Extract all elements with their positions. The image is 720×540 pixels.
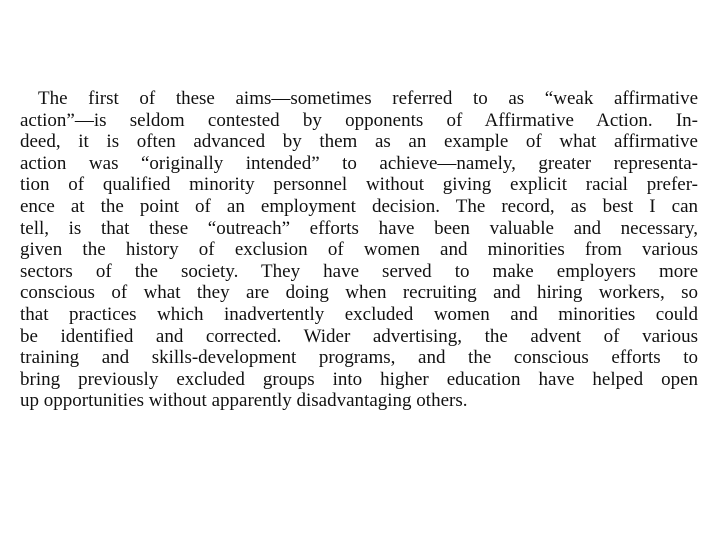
- text-line: conscious of what they are doing when recruiting and hiring workers, so: [20, 282, 698, 304]
- text-line: be identified and corrected. Wider advertising, the advent of various: [20, 325, 698, 347]
- text-line: sectors of the society. They have served to make employers more: [20, 260, 698, 282]
- text-line: deed, it is often advanced by them as an example of what affirmative: [20, 131, 698, 153]
- text-line: tell, is that these “outreach” efforts have been valuable and necessary,: [20, 217, 698, 239]
- text-line: bring previously excluded groups into higher education have helped open: [20, 368, 698, 390]
- text-line: tion of qualified minority personnel without giving explicit racial prefer-: [20, 174, 698, 196]
- text-line: The first of these aims—sometimes referred to as “weak affirmative: [38, 88, 698, 109]
- text-line: action was “originally intended” to achieve—namely, greater representa-: [20, 152, 698, 174]
- body-paragraph: [20, 88, 698, 412]
- text-line: up opportunities without apparently disadvantaging others.: [20, 390, 468, 412]
- text-line: training and skills-development programs, and the conscious efforts to: [20, 347, 698, 369]
- text-line: action”—is seldom contested by opponents of Affirmative Action. In-: [20, 109, 698, 131]
- text-line: given the history of exclusion of women and minorities from various: [20, 239, 698, 261]
- text-line: that practices which inadvertently excluded women and minorities could: [20, 303, 698, 325]
- text-line: ence at the point of an employment decision. The record, as best I can: [20, 195, 698, 217]
